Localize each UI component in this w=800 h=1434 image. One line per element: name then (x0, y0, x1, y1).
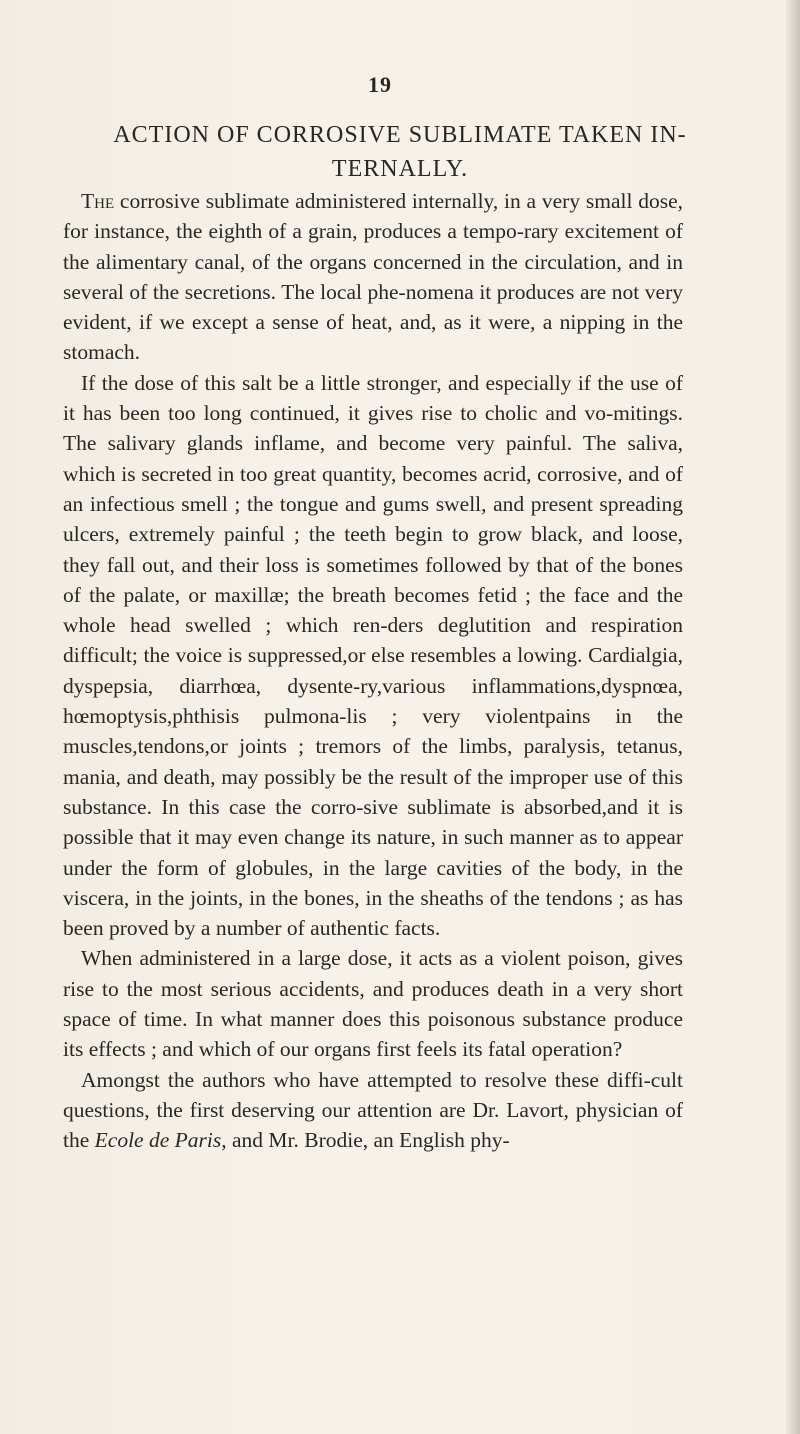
paragraph-4 (63, 1065, 683, 1156)
paragraph-1 (63, 186, 683, 368)
page-edge (786, 0, 800, 1434)
page-number: 19 (368, 72, 392, 97)
paragraph-text: , and Mr. Brodie, an English phy- (221, 1128, 510, 1153)
paragraph-3: When administered in a large dose, it acts as a violent poison, gives rise to the most serious accidents, and produces death in a very short space of time. In what manner does this poisonous substance produce its effects ; and which of our organs first feels its fatal operation? (63, 946, 683, 1062)
paragraph-lead-word: The (81, 189, 115, 213)
body-text (63, 186, 683, 1156)
italic-term: Ecole de Paris (94, 1128, 222, 1153)
paragraph-2: If the dose of this salt be a little stronger, and especially if the use of it has been too long continued, it gives rise to cholic and vo-mitings. The salivary glands inflame, and become very painful. The saliva, which is secreted in too great quantity, becomes acrid, corrosive, and of an infectious smell ; the tongue and gums swell, and present spreading ulcers, extremely painful ; the teeth begin to grow black, and loose, they fall out, and their loss is sometimes followed by that of the bones of the palate, or maxillæ; the breath becomes fetid ; the face and the whole head swelled ; which ren-ders deglutition and respiration difficult; the voice is suppressed,or else resembles a lowing. Cardialgia, dyspepsia, diarrhœa, dysente-ry,various inflammations,dyspnœa, hœmoptysis,phthisis pulmona-lis ; very violentpains in the muscles,tendons,or joints ; tremors of the limbs, paralysis, tetanus, mania, and death, may possibly be the result of the improper use of this substance. In this case the corro-sive sublimate is absorbed,and it is possible that it may even change its nature, in such manner as to appear under the form of globules, in the large cavities of the body, in the viscera, in the joints, in the bones, in the sheaths of the tendons ; as has been proved by a number of authentic facts. (63, 370, 683, 941)
paragraph-text: Amongst the authors who have attempted to resolve these diffi-cult questions, the first deserving our attention are Dr. Lavort, physician of the (63, 1067, 683, 1153)
chapter-heading: ACTION OF CORROSIVE SUBLIMATE TAKEN IN-TERNALLY. (113, 122, 687, 182)
paragraph-text: corrosive sublimate administered internally, in a very small dose, for instance, the eighth of a grain, produces a tempo-rary excitement of the alimentary canal, of the organs concerned in the circulation, and in several of the secretions. The local phe-nomena it produces are not very evident, if we except a sense of heat, and, as it were, a nipping in the stomach. (63, 189, 683, 365)
